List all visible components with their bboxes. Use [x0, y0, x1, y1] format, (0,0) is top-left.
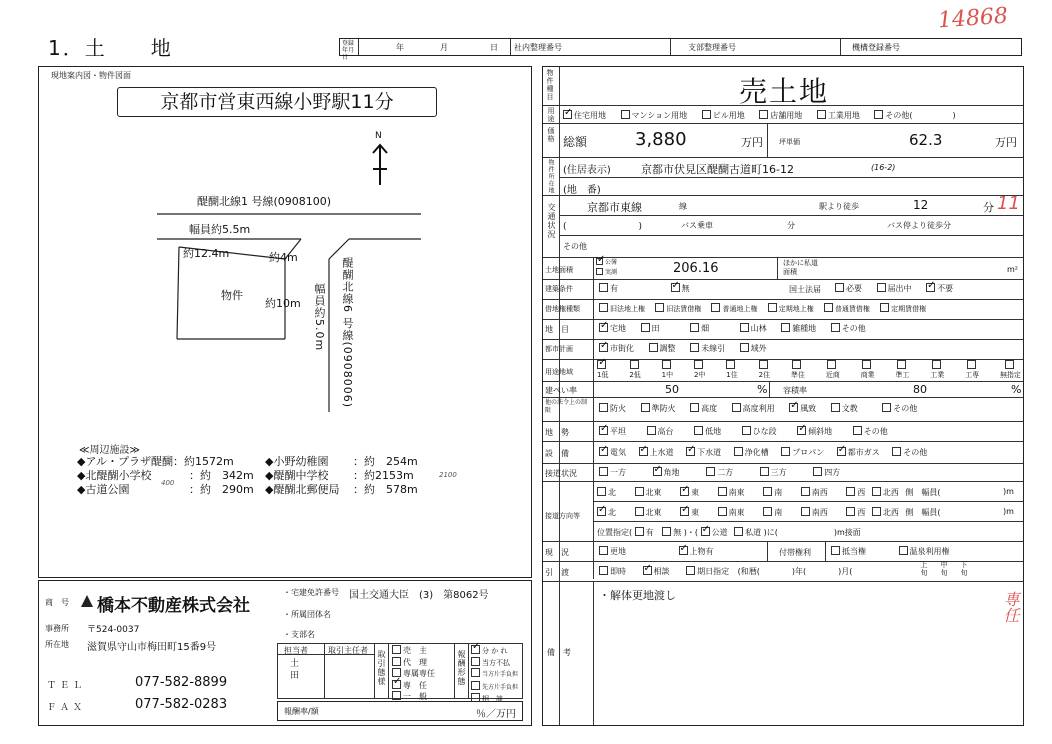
facility-label: 設 備 — [545, 449, 569, 458]
deal-mode-option[interactable]: 代 理 — [392, 657, 435, 669]
dim-a: 約12.4m — [183, 247, 230, 260]
fee-row — [277, 701, 523, 721]
plan-option[interactable]: 調整 — [649, 344, 676, 353]
handwritten-note-2: 2100 — [439, 471, 457, 479]
road1-width: 幅員約5.5m — [189, 223, 251, 236]
chimoku-label: 地 目 — [545, 325, 569, 334]
direction-width-unit: )m — [1003, 507, 1014, 516]
road-option[interactable]: ✓ 角地 — [653, 468, 680, 477]
tel-number: 077-582-8899 — [135, 675, 228, 690]
company-logo-icon — [79, 593, 95, 609]
rights-option[interactable]: 定期賃借権 — [880, 305, 926, 313]
traffic-label: 交通状況 — [547, 203, 556, 239]
register-label: 登録年月日 — [342, 40, 355, 61]
restrict-options — [599, 403, 929, 414]
site-map-drawing — [39, 67, 533, 577]
position-separator: )・( — [683, 528, 699, 537]
zone-option[interactable]: 商業 — [861, 360, 875, 380]
trade-label: 商 号 — [45, 598, 69, 607]
appended-options — [831, 546, 950, 557]
current-option[interactable]: ✓ 上物有 — [679, 547, 714, 556]
tsubo-unit: 万円 — [995, 136, 1017, 149]
handwritten-note-1: 400 — [161, 479, 175, 487]
bcr-value: 50 — [665, 383, 679, 396]
remarks-label: 備 考 — [547, 648, 571, 657]
year-label: 年 — [396, 43, 404, 52]
tsubo-price: 62.3 — [909, 131, 943, 149]
use-option[interactable]: マンション用地 — [621, 111, 688, 120]
direction-option[interactable]: 南東 — [718, 488, 745, 497]
use-options — [563, 110, 968, 121]
direction-option[interactable]: 南 — [763, 508, 782, 517]
group-label: ・所属団体名 — [283, 610, 331, 619]
use-option[interactable]: その他( ) — [874, 111, 955, 120]
direction-option[interactable]: 北西 — [872, 488, 899, 497]
plan-label: 都市計画 — [545, 345, 573, 353]
contact-label: 取引主任者 — [328, 646, 368, 655]
rights-options — [599, 303, 926, 314]
facility-distance: ：約1572m — [173, 455, 234, 468]
position-end: )に( )m接面 — [763, 528, 861, 537]
total-unit: 万円 — [741, 136, 763, 149]
direction-row-1 — [597, 487, 1021, 498]
staff-name: 土田 — [290, 659, 300, 681]
handover-option[interactable]: 即時 — [599, 567, 626, 576]
deal-mode-label: 取引態様 — [377, 650, 386, 686]
facility-distance: ：約2153m — [353, 469, 414, 482]
fee-label: 報酬率/額 — [284, 707, 319, 716]
far-value: 80 — [913, 383, 927, 396]
zone-option[interactable]: 2中 — [694, 360, 705, 380]
chimoku-option[interactable]: 雑種地 — [781, 324, 816, 333]
deal-table — [277, 643, 523, 703]
zone-option[interactable]: 2住 — [759, 360, 770, 380]
restrict-option[interactable]: 文教 — [831, 404, 858, 413]
station-suffix: 駅より徒歩 — [819, 202, 859, 211]
lot-label: (地 番) — [563, 185, 601, 196]
zone-option[interactable]: 近商 — [826, 360, 840, 380]
compensation-label: 報酬形態 — [457, 650, 466, 686]
facility-option[interactable]: ✓ 電気 — [599, 448, 626, 457]
exclusive-stamp: 専任 — [1001, 591, 1020, 623]
far-unit: % — [1011, 383, 1022, 396]
road2-width: 幅員約5.0m — [313, 283, 326, 352]
direction-option[interactable]: 西 — [846, 488, 865, 497]
chimoku-option[interactable]: 山林 — [740, 324, 767, 333]
property-label: 物件 — [221, 289, 243, 302]
zone-option[interactable]: ✓ 1低 — [597, 360, 608, 380]
branch-label: ・支部名 — [283, 630, 315, 639]
zone-options — [597, 360, 1021, 380]
direction-option[interactable]: 北東 — [635, 508, 662, 517]
plan-options — [599, 343, 779, 354]
direction-option[interactable]: ✓北 — [597, 508, 616, 517]
direction-width-unit: )m — [1003, 487, 1014, 496]
use-option[interactable]: ビル用地 — [702, 111, 745, 120]
facility-name: ◆小野幼稚園 — [265, 455, 329, 468]
terrain-option[interactable]: ひな段 — [742, 427, 777, 436]
month-label: 月 — [440, 43, 448, 52]
build-options — [599, 283, 690, 294]
remarks-text: ・解体更地渡し — [599, 589, 676, 602]
chimoku-options — [599, 323, 878, 334]
position-label: 位置指定( — [597, 528, 633, 537]
direction-option[interactable]: 南東 — [718, 508, 745, 517]
facility-name: ◆北醍醐小学校 — [77, 469, 152, 482]
direction-row-2 — [597, 507, 1021, 518]
restrict-option[interactable]: 防火 — [599, 404, 626, 413]
company-number-label: 社内整理番号 — [514, 43, 562, 52]
plan-option[interactable]: 域外 — [740, 344, 767, 353]
company-name: 橋本不動産株式会社 — [97, 596, 250, 616]
direction-width-label: 側 幅員( — [905, 508, 941, 517]
header-registration-row — [339, 38, 1022, 61]
current-options — [599, 546, 714, 557]
address-label: 所在地 — [45, 640, 69, 649]
rights-option[interactable]: 定期地上権 — [768, 305, 814, 313]
facility-name: ◆醍醐中学校 — [265, 469, 329, 482]
rights-option[interactable]: 普通賃借権 — [824, 305, 870, 313]
restrict-option[interactable]: その他 — [882, 404, 917, 413]
facility-name: ◆古道公園 — [77, 483, 130, 496]
bus-walk-unit: 分 — [943, 221, 951, 230]
use-option[interactable]: 工業用地 — [817, 111, 860, 120]
use-option[interactable]: ✓ 住宅用地 — [563, 111, 606, 120]
build-label: 建築条件 — [545, 285, 573, 293]
deal-mode-option[interactable]: 売 主 — [392, 645, 435, 657]
road-option[interactable]: 三方 — [760, 468, 787, 477]
day-label: 日 — [490, 43, 498, 52]
property-sheet — [542, 66, 1024, 726]
zone-option[interactable]: 1住 — [726, 360, 737, 380]
fax-label: ＦＡＸ — [47, 703, 87, 713]
price-label: 価格 — [547, 127, 555, 143]
compensation-option[interactable]: 当方片手負担 — [471, 668, 518, 681]
plan-option[interactable]: ✓ 市街化 — [599, 344, 634, 353]
plan-option[interactable]: 未線引 — [690, 344, 725, 353]
position-no-option[interactable]: 無 — [662, 528, 681, 537]
map-title: 現地案内図・物件図面 — [51, 71, 131, 80]
tel-label: ＴＥＬ — [47, 681, 87, 691]
compensation-option[interactable]: 先方片手負担 — [471, 681, 518, 694]
zone-label: 用途地域 — [545, 368, 573, 376]
private-road-option[interactable]: 私道 — [734, 528, 761, 537]
bus-paren: ( ) — [563, 222, 643, 232]
bcr-unit: % — [757, 383, 768, 396]
road-option[interactable]: 二方 — [706, 468, 733, 477]
direction-option[interactable]: ✓ 東 — [680, 488, 699, 497]
road-option[interactable]: 四方 — [813, 468, 840, 477]
deal-mode-option[interactable]: ✓専 任 — [392, 680, 435, 692]
terrain-option[interactable]: ✓ 傾斜地 — [797, 427, 832, 436]
area-kind-options — [596, 258, 617, 278]
handover-options — [599, 566, 852, 577]
chimoku-option[interactable]: ✓ 宅地 — [599, 324, 626, 333]
facility-distance: ：約 254m — [353, 455, 418, 468]
facility-option[interactable]: 浄化槽 — [734, 448, 769, 457]
private-road-label: ほかに私道面積 — [783, 259, 818, 276]
kokudo-options — [835, 283, 953, 294]
appended-option[interactable]: 抵当権 — [831, 547, 866, 556]
terrain-option[interactable]: その他 — [853, 427, 888, 436]
facility-name: ◆アル・プラザ醍醐 — [77, 455, 174, 468]
bus-minutes-unit: 分 — [787, 221, 795, 230]
location-label: 物件所在地 — [547, 159, 554, 194]
use-option[interactable]: 店舗用地 — [759, 111, 802, 120]
deal-mode-option[interactable]: 一 般 — [392, 691, 435, 703]
rights-option[interactable]: 旧法賃借権 — [655, 305, 701, 313]
direction-option[interactable]: 南西 — [801, 508, 828, 517]
branch-number-label: 支部整理番号 — [688, 43, 736, 52]
total-price: 3,880 — [635, 129, 687, 150]
facility-options — [599, 447, 939, 458]
rail-line: 京都市東線 — [587, 201, 642, 214]
far-label: 容積率 — [783, 386, 807, 395]
company-panel — [38, 580, 532, 726]
facility-option[interactable]: その他 — [892, 448, 927, 457]
address-note: (16-2) — [871, 163, 896, 172]
walk-unit: 分 — [983, 201, 994, 214]
zone-option[interactable]: 1中 — [662, 360, 673, 380]
tsubo-label: 坪単価 — [779, 138, 800, 146]
facility-distance: ：約 578m — [353, 483, 418, 496]
road-label: 接道状況 — [545, 469, 577, 478]
current-option[interactable]: 更地 — [599, 547, 626, 556]
direction-option[interactable]: 南西 — [801, 488, 828, 497]
facilities-title: ≪周辺施設≫ — [79, 445, 140, 456]
dim-c: 約10m — [265, 297, 301, 310]
dir-label: 接道方向等 — [545, 512, 580, 520]
handover-parts — [919, 561, 969, 577]
land-area: 206.16 — [673, 261, 719, 276]
build-option[interactable]: ✓ 無 — [671, 284, 690, 293]
chimoku-option[interactable]: その他 — [831, 324, 866, 333]
office-label: 事務所 — [45, 624, 69, 633]
deal-mode-options — [392, 645, 435, 703]
station-banner-text: 京都市営東西線小野駅11分 — [160, 91, 394, 113]
compensation-option[interactable]: ✓ 分 か れ — [471, 645, 518, 657]
doc-number: 14868 — [937, 3, 1009, 34]
section-title: 1．土 地 — [48, 36, 173, 60]
kokudo-option[interactable]: ✓ 不要 — [926, 284, 953, 293]
facility-distance: ：約 290m — [189, 483, 254, 496]
terrain-option[interactable]: 低地 — [694, 427, 721, 436]
kokudo-label: 国土法届 — [789, 285, 821, 294]
map-panel — [38, 66, 532, 578]
build-option[interactable]: 有 — [599, 284, 618, 293]
rights-label: 借地権種類 — [545, 305, 580, 313]
road-option[interactable]: 一方 — [599, 468, 626, 477]
chimoku-option[interactable]: 畑 — [690, 324, 709, 333]
road2-name: 醍醐北線6 号線(0908006) — [341, 257, 354, 409]
traffic-other: その他 — [563, 242, 587, 251]
total-label: 総額 — [563, 135, 588, 149]
direction-option[interactable]: 北西 — [872, 508, 899, 517]
zone-option[interactable]: 準工 — [895, 360, 909, 380]
org-number-label: 機構登録番号 — [852, 43, 900, 52]
restrict-option[interactable]: ✓ 風致 — [789, 404, 816, 413]
address-label: (住居表示) — [563, 165, 611, 176]
kokudo-option[interactable]: 届出中 — [877, 284, 912, 293]
handover-date: (和暦( )年( )月( — [737, 567, 853, 576]
position-yes-option[interactable]: 有 — [635, 528, 654, 537]
zone-option[interactable]: 準住 — [791, 360, 805, 380]
terrain-option[interactable]: ✓ 平坦 — [599, 427, 626, 436]
area-kind-option[interactable]: ✓公簿 — [596, 258, 617, 268]
bus-label: バス乗車 — [681, 221, 713, 230]
appended-label: 付帯権利 — [779, 548, 811, 557]
property-type: 売土地 — [739, 75, 830, 108]
company-address: 滋賀県守山市梅田町15番9号 — [87, 642, 217, 653]
direction-option[interactable]: 北 — [597, 488, 616, 497]
compensation-options — [471, 645, 518, 705]
zone-option[interactable]: 工業 — [930, 360, 944, 380]
area-kind-option[interactable]: 実測 — [596, 268, 617, 278]
restrict-option[interactable]: 準防火 — [641, 404, 676, 413]
rights-option[interactable]: 普通地上権 — [711, 305, 757, 313]
position-row — [597, 527, 861, 538]
restrict-option[interactable]: 高度利用 — [732, 404, 775, 413]
bcr-label: 建ぺい率 — [545, 386, 577, 395]
postal-code: 〒524-0037 — [87, 625, 140, 635]
rights-option[interactable]: 旧法地上権 — [599, 305, 645, 313]
road-options — [599, 467, 852, 478]
public-road-option[interactable]: ✓ 公道 — [701, 528, 728, 537]
walk-correction: 11 — [997, 193, 1020, 214]
license-label: ・宅建免許番号 — [283, 588, 339, 597]
handover-option[interactable]: ✓ 相談 — [643, 567, 670, 576]
zone-option[interactable]: 工専 — [965, 360, 979, 380]
dim-b: 約4m — [269, 251, 298, 264]
handover-part-option[interactable]: 上旬 — [920, 561, 928, 577]
road1-name: 醍醐北線1 号線(0908100) — [197, 195, 332, 208]
area-label: 土地面積 — [545, 266, 573, 274]
handover-part-option[interactable]: 下旬 — [960, 561, 968, 577]
use-label: 用途 — [547, 107, 555, 123]
facility-distance: ：約 342m — [189, 469, 254, 482]
kokudo-option[interactable]: 必要 — [835, 284, 862, 293]
current-label: 現 況 — [545, 548, 569, 557]
terrain-options — [599, 426, 900, 437]
compensation-option[interactable]: 相 談 — [471, 693, 518, 705]
walk-minutes: 12 — [913, 198, 929, 212]
chimoku-option[interactable]: 田 — [641, 324, 660, 333]
property-address: 京都市伏見区醍醐古道町16-12 — [641, 163, 794, 176]
handover-part-option[interactable]: 中旬 — [940, 561, 948, 577]
direction-option[interactable]: 南 — [763, 488, 782, 497]
facility-option[interactable]: ✓ 都市ガス — [837, 448, 880, 457]
type-label: 物件種目 — [546, 69, 554, 101]
compensation-option[interactable]: 当方不払 — [471, 657, 518, 669]
license-number: 国土交通大臣 (3) 第8062号 — [349, 590, 489, 601]
deal-mode-option[interactable]: 専属専任 — [392, 668, 435, 680]
north-label: N — [375, 131, 382, 141]
terrain-label: 地 勢 — [545, 428, 569, 437]
direction-width-label: 側 幅員( — [905, 488, 941, 497]
restrict-label: 他の法令上の制限 — [545, 399, 588, 414]
direction-option[interactable]: 北東 — [635, 488, 662, 497]
facility-option[interactable]: プロパン — [781, 448, 824, 457]
handover-option[interactable]: 期日指定 — [686, 567, 729, 576]
fee-unit: ％／万円 — [476, 709, 516, 720]
terrain-option[interactable]: 高台 — [647, 427, 674, 436]
line-suffix: 線 — [679, 202, 687, 211]
appended-option[interactable]: 温泉利用権 — [899, 547, 950, 556]
zone-option[interactable]: 2低 — [629, 360, 640, 380]
zone-option[interactable]: 無指定 — [1000, 360, 1021, 380]
direction-option[interactable]: 西 — [846, 508, 865, 517]
area-unit: m² — [1007, 265, 1018, 274]
bus-walk-label: バス停より徒歩 — [887, 221, 943, 230]
handover-label: 引 渡 — [545, 568, 569, 577]
restrict-option[interactable]: 高度 — [690, 404, 717, 413]
facility-option[interactable]: ✓ 上水道 — [639, 448, 674, 457]
direction-option[interactable]: ✓ 東 — [680, 508, 699, 517]
fax-number: 077-582-0283 — [135, 697, 228, 712]
staff-label: 担当者 — [284, 646, 308, 655]
facility-option[interactable]: ✓ 下水道 — [686, 448, 721, 457]
facility-name: ◆醍醐北郵便局 — [265, 483, 340, 496]
